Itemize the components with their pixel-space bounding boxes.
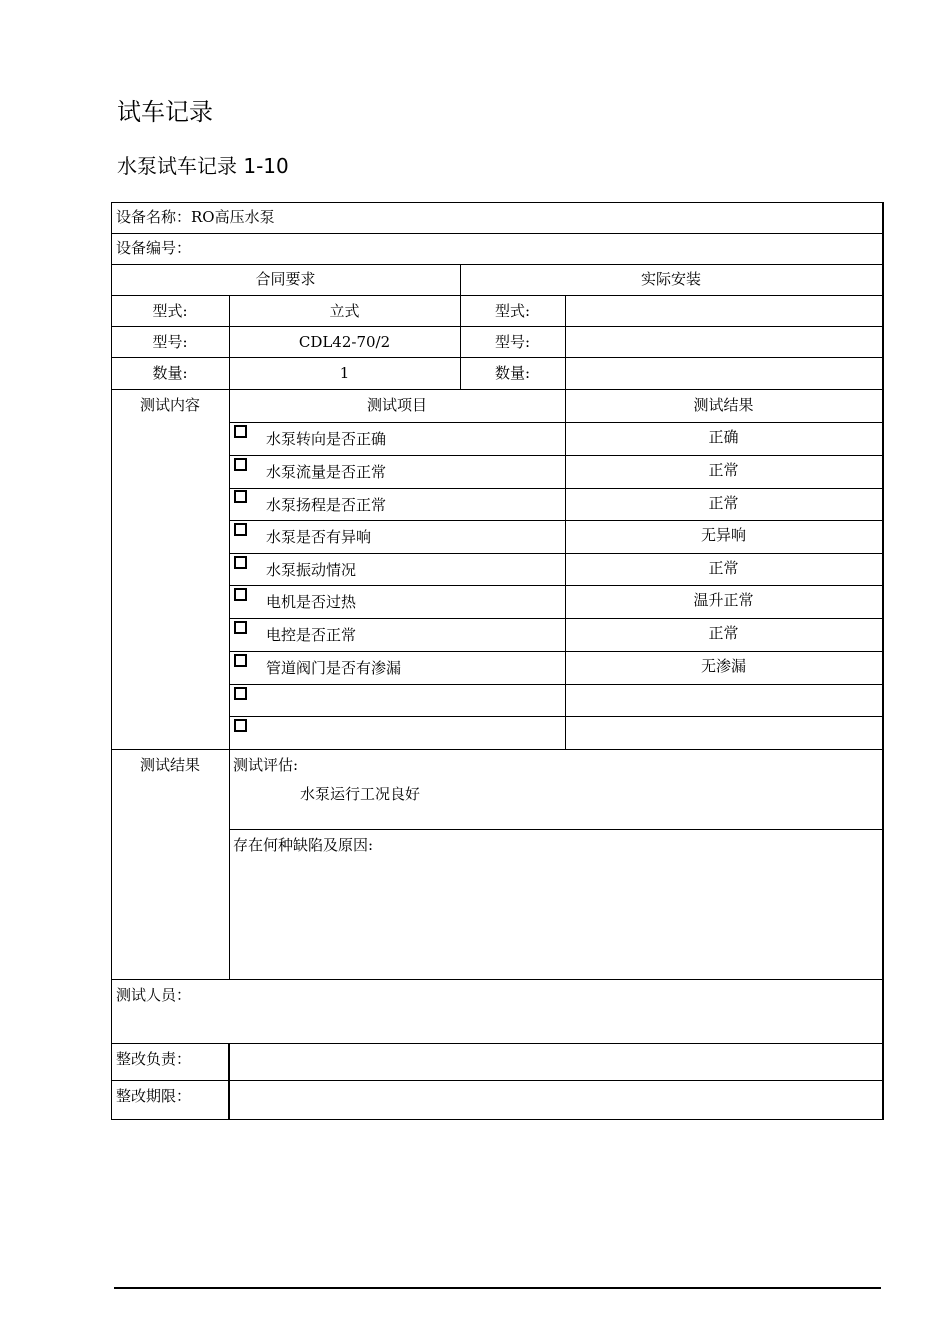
test-result-header: 测试结果 bbox=[693, 396, 754, 414]
checkbox[interactable] bbox=[234, 588, 247, 601]
spec-actual-label-type: 型式: bbox=[494, 302, 531, 320]
page-subtitle: 水泵试车记录 1-10 bbox=[117, 154, 289, 178]
test-item: 水泵振动情况 bbox=[266, 561, 357, 579]
row-divider bbox=[111, 1043, 884, 1044]
checkbox[interactable] bbox=[234, 687, 247, 700]
column-divider bbox=[228, 1043, 230, 1120]
defects-label: 存在何种缺陷及原因: bbox=[233, 836, 374, 854]
evaluation-label: 测试评估: bbox=[233, 756, 299, 774]
rectify-deadline-label: 整改期限： bbox=[116, 1087, 192, 1105]
equipment-name: 设备名称：RO高压水泵 bbox=[116, 208, 275, 226]
column-divider bbox=[565, 295, 566, 389]
test-item: 水泵扬程是否正常 bbox=[266, 496, 387, 514]
checkbox[interactable] bbox=[234, 654, 247, 667]
actual-header: 实际安装 bbox=[640, 270, 701, 288]
spec-contract-model: CDL42-70/2 bbox=[298, 333, 391, 351]
evaluation-text: 水泵运行工况良好 bbox=[300, 785, 421, 803]
checkbox[interactable] bbox=[234, 719, 247, 732]
row-divider bbox=[111, 979, 884, 980]
row-divider bbox=[229, 684, 884, 685]
row-divider bbox=[111, 389, 884, 390]
spec-label-qty: 数量: bbox=[152, 364, 188, 382]
test-item: 电控是否正常 bbox=[266, 626, 357, 644]
checkbox[interactable] bbox=[234, 490, 247, 503]
test-item-result: 正常 bbox=[708, 494, 739, 512]
test-item-result: 温升正常 bbox=[693, 591, 754, 609]
row-divider bbox=[229, 488, 884, 489]
row-divider bbox=[229, 553, 884, 554]
row-divider bbox=[111, 264, 884, 265]
checkbox[interactable] bbox=[234, 523, 247, 536]
checkbox[interactable] bbox=[234, 556, 247, 569]
row-divider bbox=[229, 585, 884, 586]
row-divider bbox=[111, 233, 884, 234]
test-item: 水泵流量是否正常 bbox=[266, 463, 387, 481]
equipment-no-label: 设备编号： bbox=[116, 239, 192, 257]
row-divider bbox=[111, 357, 884, 358]
row-divider bbox=[229, 422, 884, 423]
row-divider bbox=[229, 651, 884, 652]
spec-contract-qty: 1 bbox=[339, 364, 350, 382]
footer-rule bbox=[114, 1287, 881, 1289]
checkbox[interactable] bbox=[234, 458, 247, 471]
test-content-label: 测试内容 bbox=[139, 396, 200, 414]
test-item-result: 正常 bbox=[708, 624, 739, 642]
test-item-result: 无渗漏 bbox=[700, 657, 746, 675]
spec-label-type: 型式: bbox=[152, 302, 188, 320]
test-item: 水泵是否有异响 bbox=[266, 528, 372, 546]
row-divider bbox=[229, 520, 884, 521]
spec-label-model: 型号: bbox=[152, 333, 188, 351]
row-divider bbox=[229, 455, 884, 456]
test-item-result: 正常 bbox=[708, 461, 739, 479]
test-item: 电机是否过热 bbox=[266, 593, 357, 611]
row-divider bbox=[229, 829, 884, 830]
spec-contract-type: 立式 bbox=[329, 302, 360, 320]
test-item: 水泵转向是否正确 bbox=[266, 430, 387, 448]
form-right-rule bbox=[882, 202, 883, 1120]
checkbox[interactable] bbox=[234, 425, 247, 438]
rectify-owner-label: 整改负责： bbox=[116, 1050, 192, 1068]
contract-header: 合同要求 bbox=[255, 270, 316, 288]
test-item: 管道阀门是否有渗漏 bbox=[266, 659, 402, 677]
row-divider bbox=[111, 326, 884, 327]
row-divider bbox=[111, 295, 884, 296]
test-result-label: 测试结果 bbox=[139, 756, 200, 774]
test-item-header: 测试项目 bbox=[366, 396, 427, 414]
checkbox[interactable] bbox=[234, 621, 247, 634]
page-title: 试车记录 bbox=[117, 98, 213, 126]
row-divider bbox=[111, 1080, 884, 1081]
test-item-result: 正常 bbox=[708, 559, 739, 577]
row-divider bbox=[111, 749, 884, 750]
test-item-result: 正确 bbox=[708, 428, 739, 446]
spec-actual-label-qty: 数量: bbox=[494, 364, 531, 382]
row-divider bbox=[229, 618, 884, 619]
row-divider bbox=[229, 716, 884, 717]
tester-label: 测试人员： bbox=[116, 986, 192, 1004]
spec-actual-label-model: 型号: bbox=[494, 333, 531, 351]
test-item-result: 无异响 bbox=[700, 526, 746, 544]
